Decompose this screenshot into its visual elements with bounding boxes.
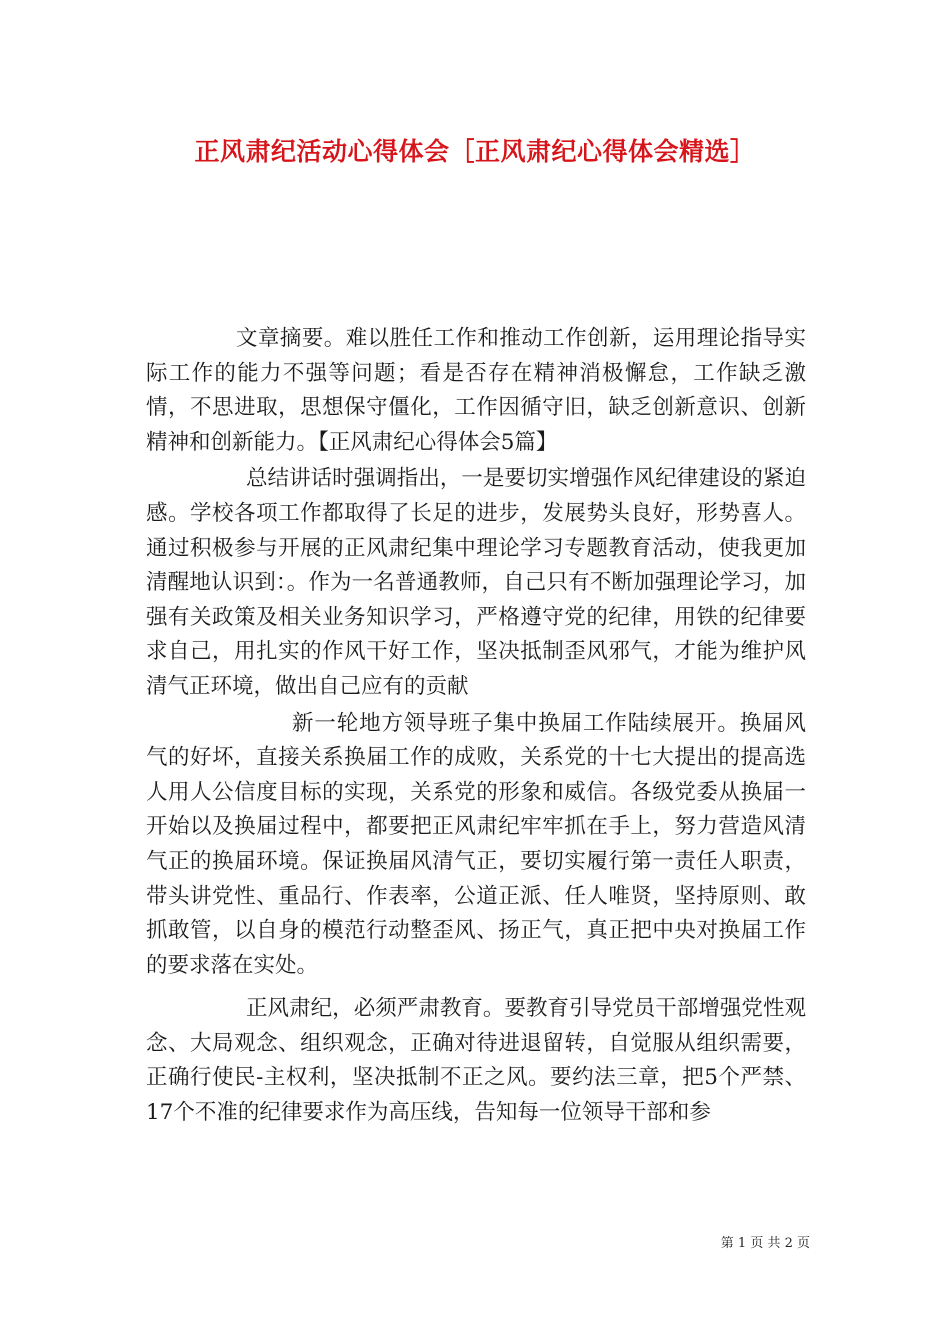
document-title: 正风肃纪活动心得体会［正风肃纪心得体会精选］	[194, 137, 756, 166]
page-number: 第 1 页 共 2 页	[720, 1236, 810, 1251]
paragraph-election: 新一轮地方领导班子集中换届工作陆续展开。换届风气的好坏，直接关系换届工作的成败，关系党的十七大提出的提高选人用人公信度目标的实现，关系党的形象和威信。各级党委从换届一开始以及换届过程中，都要把正风肃纪牢牢抓在手上，努力营造风清气正的换届环境。保证换届风清气正，要切实履行第一责任人职责，带头讲党性、重品行、作表率，公道正派、任人唯贤，坚持原则、敢抓敢管，以自身的模范行动整歪风、扬正气，真正把中央对换届工作的要求落在实处。	[146, 710, 806, 978]
paragraph-summary: 总结讲话时强调指出，一是要切实增强作风纪律建设的紧迫感。学校各项工作都取得了长足的进步，发展势头良好，形势喜人。通过积极参与开展的正风肃纪集中理论学习专题教育活动，使我更加清醒地认识到：。作为一名普通教师，自己只有不断加强理论学习，加强有关政策及相关业务知识学习，严格遵守党的纪律，用铁的纪律要求自己，用扎实的作风干好工作，坚决抵制歪风邪气，才能为维护风清气正环境，做出自己应有的贡献	[146, 466, 806, 699]
paragraph-abstract: 文章摘要。难以胜任工作和推动工作创新，运用理论指导实际工作的能力不强等问题；看是否存在精神消极懈怠，工作缺乏激情，不思进取，思想保守僵化，工作因循守旧，缺乏创新意识、创新精神和创新能力。【正风肃纪心得体会5篇】	[146, 326, 806, 455]
document-body	[146, 322, 806, 1131]
paragraph-education: 正风肃纪，必须严肃教育。要教育引导党员干部增强党性观念、大局观念、组织观念，正确对待进退留转，自觉服从组织需要，正确行使民-主权利，坚决抵制不正之风。要约法三章，把5个严禁、17个不准的纪律要求作为高压线，告知每一位领导干部和参	[146, 996, 806, 1126]
